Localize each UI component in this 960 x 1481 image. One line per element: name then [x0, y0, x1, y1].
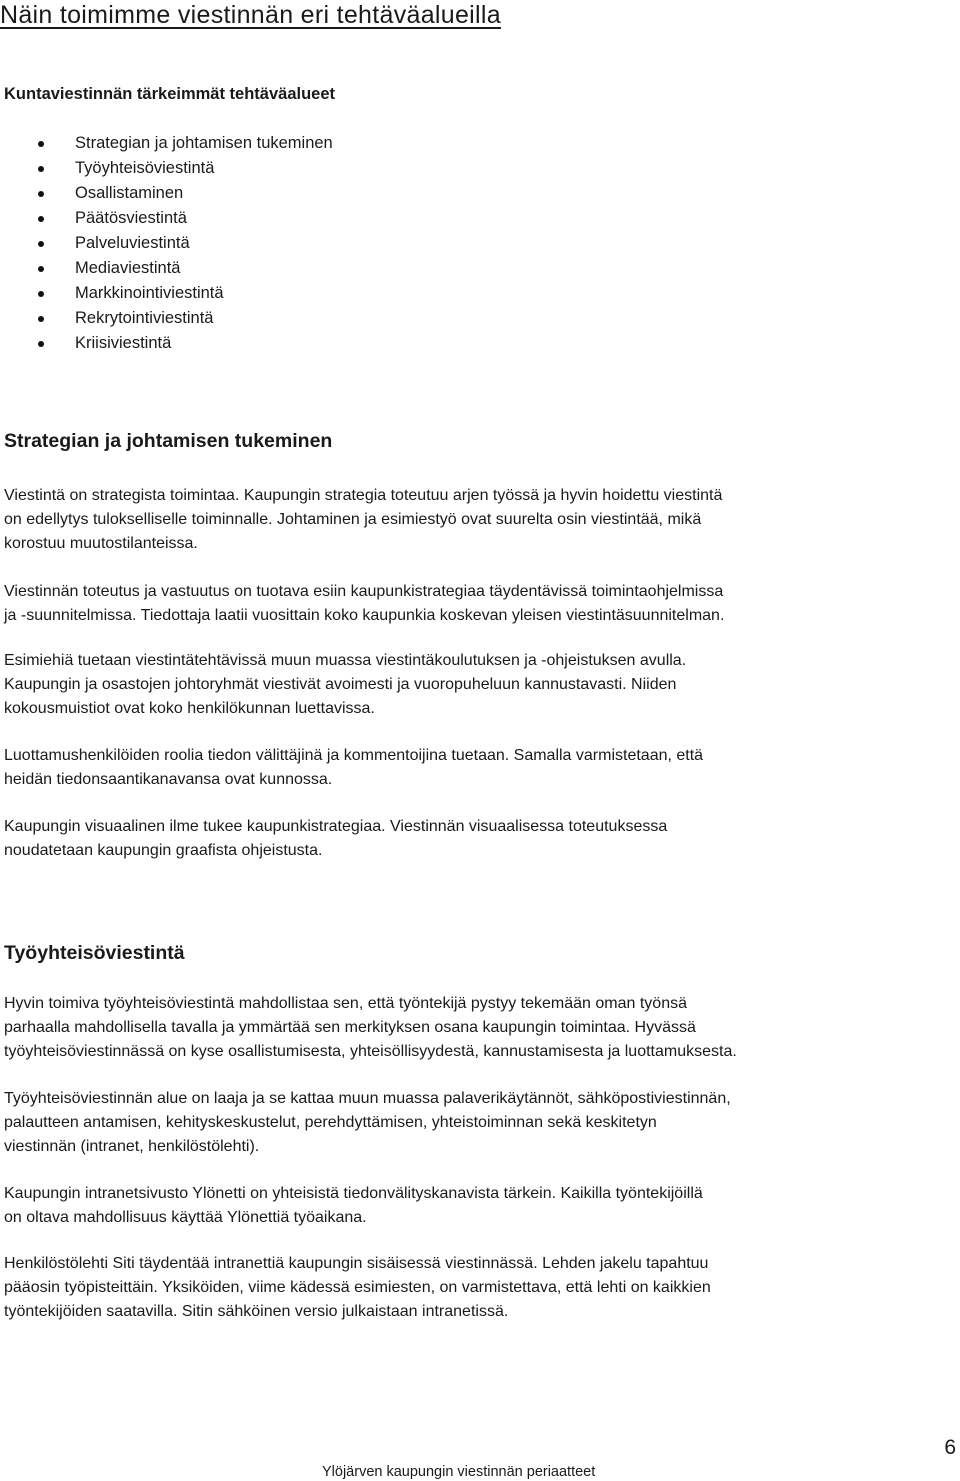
paragraph: Viestintä on strategista toimintaa. Kaupungin strategia toteutuu arjen työssä ja hyvin hoidettu viestintä on edellytys tulokselliselle toiminnalle. Johtaminen ja esimiestyö ovat suurelta osin viestintää, mikä korostuu muutostilanteissa. — [4, 487, 723, 553]
bullet-icon — [38, 341, 44, 347]
list-item: Strategian ja johtamisen tukeminen — [0, 131, 333, 156]
paragraph: Luottamushenkilöiden roolia tiedon välittäjinä ja kommentoijina tuetaan. Samalla varmistetaan, että heidän tiedonsaantikanavansa ovat kunnossa. — [4, 747, 704, 789]
paragraph: Työyhteisöviestinnän alue on laaja ja se kattaa muun muassa palaverikäytännöt, sähköpostiviestinnän, palautteen antamisen, kehityskeskustelut, perehdyttämisen, yhteistoiminnan sekä keskitetyn viestinnän (intranet, henkilöstölehti). — [4, 1090, 731, 1156]
bullet-icon — [38, 216, 44, 222]
list-item: Markkinointiviestintä — [0, 281, 333, 306]
paragraph: Kaupungin visuaalinen ilme tukee kaupunkistrategiaa. Viestinnän visuaalisessa toteutuksessa noudatetaan kaupungin graafista ohjeistusta. — [4, 818, 668, 860]
bullet-icon — [38, 291, 44, 297]
topic-list — [0, 131, 333, 356]
paragraph: Henkilöstölehti Siti täydentää intranettiä kaupungin sisäisessä viestinnässä. Lehden jakelu tapahtuu pääosin työpisteittäin. Yksiköiden, viime kädessä esimiesten, on varmistettava, että lehti on kaikkien työntekijöiden saatavilla. Sitin sähköinen versio julkaistaan intranetissä. — [4, 1255, 711, 1321]
list-item: Palveluviestintä — [0, 231, 333, 256]
page-number: 6 — [944, 1436, 956, 1459]
list-item: Työyhteisöviestintä — [0, 156, 333, 181]
bullet-icon — [38, 141, 44, 147]
page-title: Näin toimimme viestinnän eri tehtäväalueilla — [0, 1, 501, 29]
subtitle: Kuntaviestinnän tärkeimmät tehtäväalueet — [4, 85, 336, 103]
list-item: Mediaviestintä — [0, 256, 333, 281]
bullet-icon — [38, 266, 44, 272]
list-item: Päätösviestintä — [0, 206, 333, 231]
bullet-icon — [38, 241, 44, 247]
section-heading-strategy: Strategian ja johtamisen tukeminen — [4, 430, 333, 452]
footer-text: Ylöjärven kaupungin viestinnän periaatteet — [322, 1464, 596, 1480]
paragraph: Esimiehiä tuetaan viestintätehtävissä muun muassa viestintäkoulutuksen ja -ohjeistuksen avulla. Kaupungin ja osastojen johtoryhmät viestivät avoimesti ja vuoropuheluun kannustavasti. Niiden kokousmuistiot ovat koko henkilökunnan luettavissa. — [4, 652, 687, 718]
paragraph: Kaupungin intranetsivusto Ylönetti on yhteisistä tiedonvälityskanavista tärkein. Kaikilla työntekijöillä on oltava mahdollisuus käyttää Ylönettiä työaikana. — [4, 1185, 703, 1227]
bullet-icon — [38, 166, 44, 172]
section-heading-workplace-communication: Työyhteisöviestintä — [4, 942, 185, 964]
bullet-icon — [38, 191, 44, 197]
list-item: Kriisiviestintä — [0, 331, 333, 356]
list-item: Rekrytointiviestintä — [0, 306, 333, 331]
list-item: Osallistaminen — [0, 181, 333, 206]
paragraph: Hyvin toimiva työyhteisöviestintä mahdollistaa sen, että työntekijä pystyy tekemään oman työnsä parhaalla mahdollisella tavalla ja ymmärtää sen merkityksen osana kaupungin toimintaa. Hyvässä työyhteisöviestinnässä on kyse osallistumisesta, yhteisöllisyydestä, kannustamisesta ja luottamuksesta. — [4, 995, 737, 1061]
paragraph: Viestinnän toteutus ja vastuutus on tuotava esiin kaupunkistrategiaa täydentävissä toimintaohjelmissa ja -suunnitelmissa. Tiedottaja laatii vuosittain koko kaupunkia koskevan yleisen viestintäsuunnitelman. — [4, 583, 725, 625]
bullet-icon — [38, 316, 44, 322]
